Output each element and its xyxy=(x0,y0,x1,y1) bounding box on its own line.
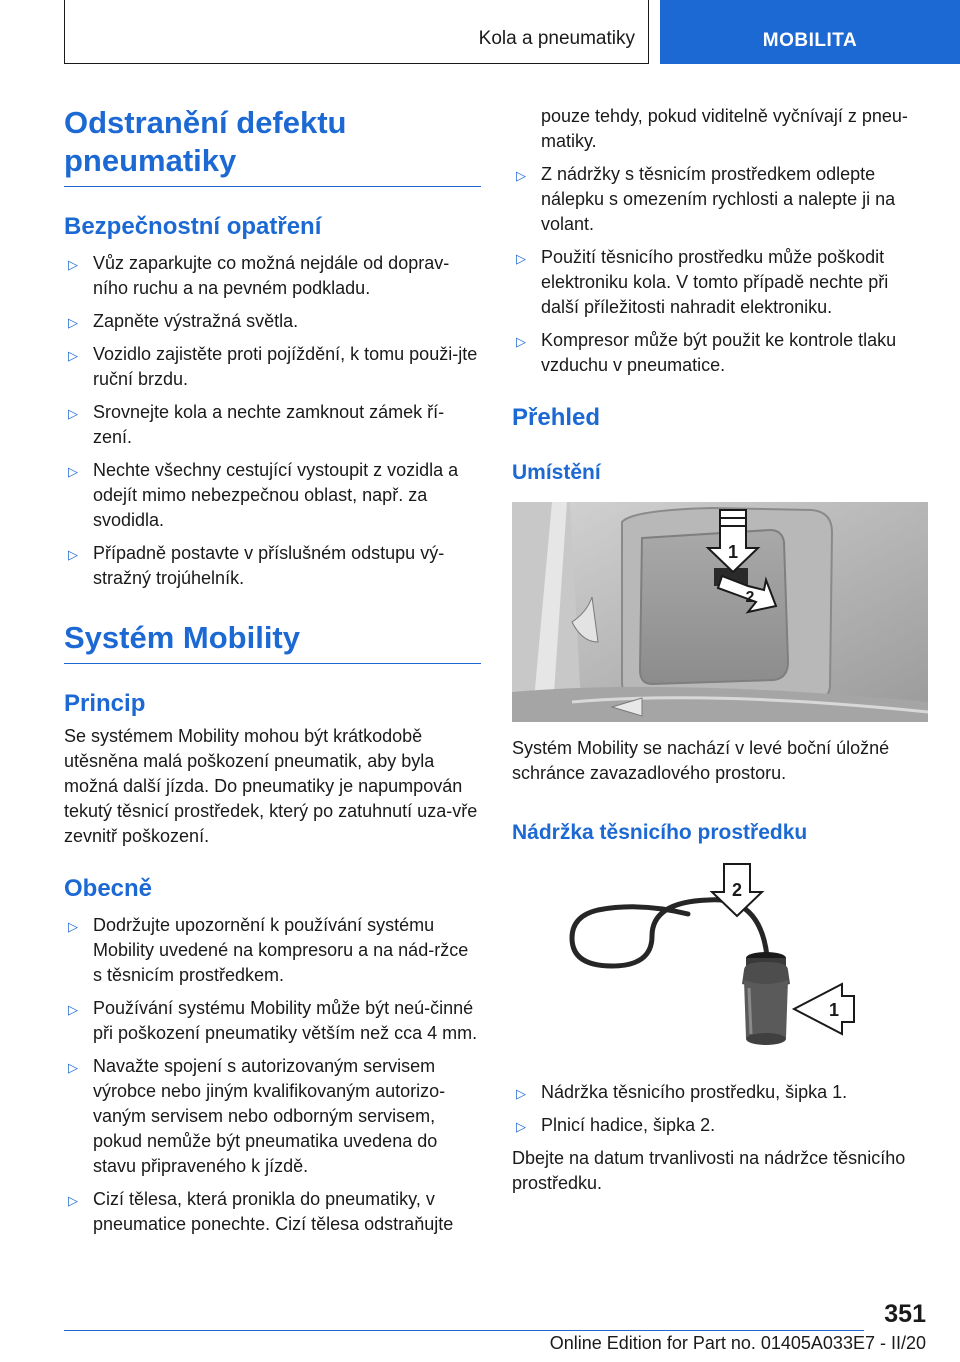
location-heading: Umístění xyxy=(512,461,601,484)
continued-text: pouze tehdy, pokud viditelně vyčnívají z pneu-matiky. xyxy=(541,106,908,151)
sealant-heading: Nádržka těsnicího prostředku xyxy=(512,821,808,844)
mobility-title: Systém Mobility xyxy=(64,620,300,655)
mobility-notes-list xyxy=(512,162,928,378)
bullet-triangle-icon: ▷ xyxy=(68,348,78,363)
bullet-triangle-icon: ▷ xyxy=(68,1193,78,1208)
overview-heading: Přehled xyxy=(512,404,601,431)
list-item: ▷ Použití těsnicího prostředku může poškodit elektroniku kola. V tomto případě nechte při další příležitosti nahradit elektroniku. xyxy=(516,247,889,317)
principle-text: Se systémem Mobility mohou být krátkodobě utěsněna malá poškození pneumatik, aby byla možná další jízda. Do pneumatiky je napumpován tekutý těsnicí prostředek, který po zatuhnutí uza-vře zevnitř poškození. xyxy=(64,726,478,846)
bullet-triangle-icon: ▷ xyxy=(516,1119,526,1134)
list-item: ▷ Vůz zaparkujte co možná nejdále od doprav-ního ruchu a na pevném podkladu. xyxy=(68,253,450,298)
bullet-triangle-icon: ▷ xyxy=(68,257,78,272)
svg-text:1: 1 xyxy=(727,542,739,562)
arrow-1 xyxy=(794,984,854,1034)
bullet-triangle-icon: ▷ xyxy=(68,406,78,421)
list-item: ▷ Nechte všechny cestující vystoupit z vozidla a odejít mimo nebezpečnou oblast, např. za svodidla. xyxy=(68,460,459,530)
svg-text:2: 2 xyxy=(731,880,743,900)
bullet-triangle-icon: ▷ xyxy=(516,1086,526,1101)
safety-list xyxy=(64,251,481,591)
list-item: ▷ Navažte spojení s autorizovaným servisem výrobce nebo jiným kvalifikovaným autorizo-vaným servisem nebo odborným servisem, pokud nemůže být pneumatika uvedena do stavu připraveného k jízdě. xyxy=(68,1056,446,1176)
location-text: Systém Mobility se nachází v levé boční úložné schránce zavazadlového prostoru. xyxy=(512,738,890,783)
sealant-bottle-illustration xyxy=(512,858,928,1068)
left-column xyxy=(64,104,481,1245)
right-column xyxy=(512,104,928,1196)
bullet-triangle-icon: ▷ xyxy=(516,334,526,349)
principle-heading: Princip xyxy=(64,690,146,717)
edition-text: Online Edition for Part no. 01405A033E7 - II/20 xyxy=(549,1333,926,1353)
svg-text:1: 1 xyxy=(828,1000,840,1020)
sealant-list xyxy=(512,1080,928,1138)
list-item: ▷ Zapněte výstražná světla. xyxy=(64,309,481,334)
list-item: ▷ Srovnejte kola a nechte zamknout zámek ří-zení. xyxy=(68,402,445,447)
bullet-triangle-icon: ▷ xyxy=(68,1060,78,1075)
svg-text:2: 2 xyxy=(745,589,755,606)
title-rule xyxy=(64,186,481,187)
chapter-tab[interactable] xyxy=(660,0,960,64)
bullet-triangle-icon: ▷ xyxy=(68,315,78,330)
bullet-triangle-icon: ▷ xyxy=(516,168,526,183)
bullet-triangle-icon: ▷ xyxy=(68,1002,78,1017)
list-item: ▷ Používání systému Mobility může být neú-činné při poškození pneumatiky větším než cca 4 mm. xyxy=(68,998,478,1043)
list-item: ▷ Kompresor může být použit ke kontrole tlaku vzduchu v pneumatice. xyxy=(516,330,897,375)
bullet-triangle-icon: ▷ xyxy=(68,919,78,934)
list-item: ▷ Případně postavte v příslušném odstupu vý-stražný trojúhelník. xyxy=(68,543,445,588)
general-heading: Obecně xyxy=(64,875,153,902)
section-title: Kola a pneumatiky xyxy=(478,28,635,49)
page-number: 351 xyxy=(884,1300,926,1328)
arrow-2 xyxy=(712,864,762,916)
page-title: Odstranění defektu pneumatiky xyxy=(64,105,347,178)
list-item: ▷ Z nádržky s těsnicím prostředkem odlepte nálepku s omezením rychlosti a nalepte ji na volant. xyxy=(516,164,896,234)
bullet-triangle-icon: ▷ xyxy=(68,464,78,479)
footer-rule xyxy=(64,1330,864,1331)
list-item: ▷ Vozidlo zajistěte proti pojíždění, k tomu použi-jte ruční brzdu. xyxy=(68,344,478,389)
expiry-text: Dbejte na datum trvanlivosti na nádržce těsnicího prostředku. xyxy=(512,1148,906,1193)
trunk-compartment-illustration xyxy=(512,502,928,722)
mobility-rule xyxy=(64,663,481,664)
chapter-tab-label: MOBILITA xyxy=(762,30,858,51)
list-item: ▷ Nádržka těsnicího prostředku, šipka 1. xyxy=(512,1080,928,1105)
bullet-triangle-icon: ▷ xyxy=(516,251,526,266)
bullet-triangle-icon: ▷ xyxy=(68,547,78,562)
location-photo xyxy=(512,502,928,722)
list-item: ▷ Dodržujte upozornění k používání systému Mobility uvedené na kompresoru a na nád-ržce s těsnicím prostředkem. xyxy=(68,915,469,985)
sealant-diagram xyxy=(512,858,928,1068)
general-list xyxy=(64,913,481,1237)
list-item: ▷ Plnicí hadice, šipka 2. xyxy=(512,1113,928,1138)
list-item: ▷ Cizí tělesa, která pronikla do pneumatiky, v pneumatice ponechte. Cizí tělesa odstraňujte xyxy=(68,1189,454,1234)
safety-heading: Bezpečnostní opatření xyxy=(64,213,322,240)
